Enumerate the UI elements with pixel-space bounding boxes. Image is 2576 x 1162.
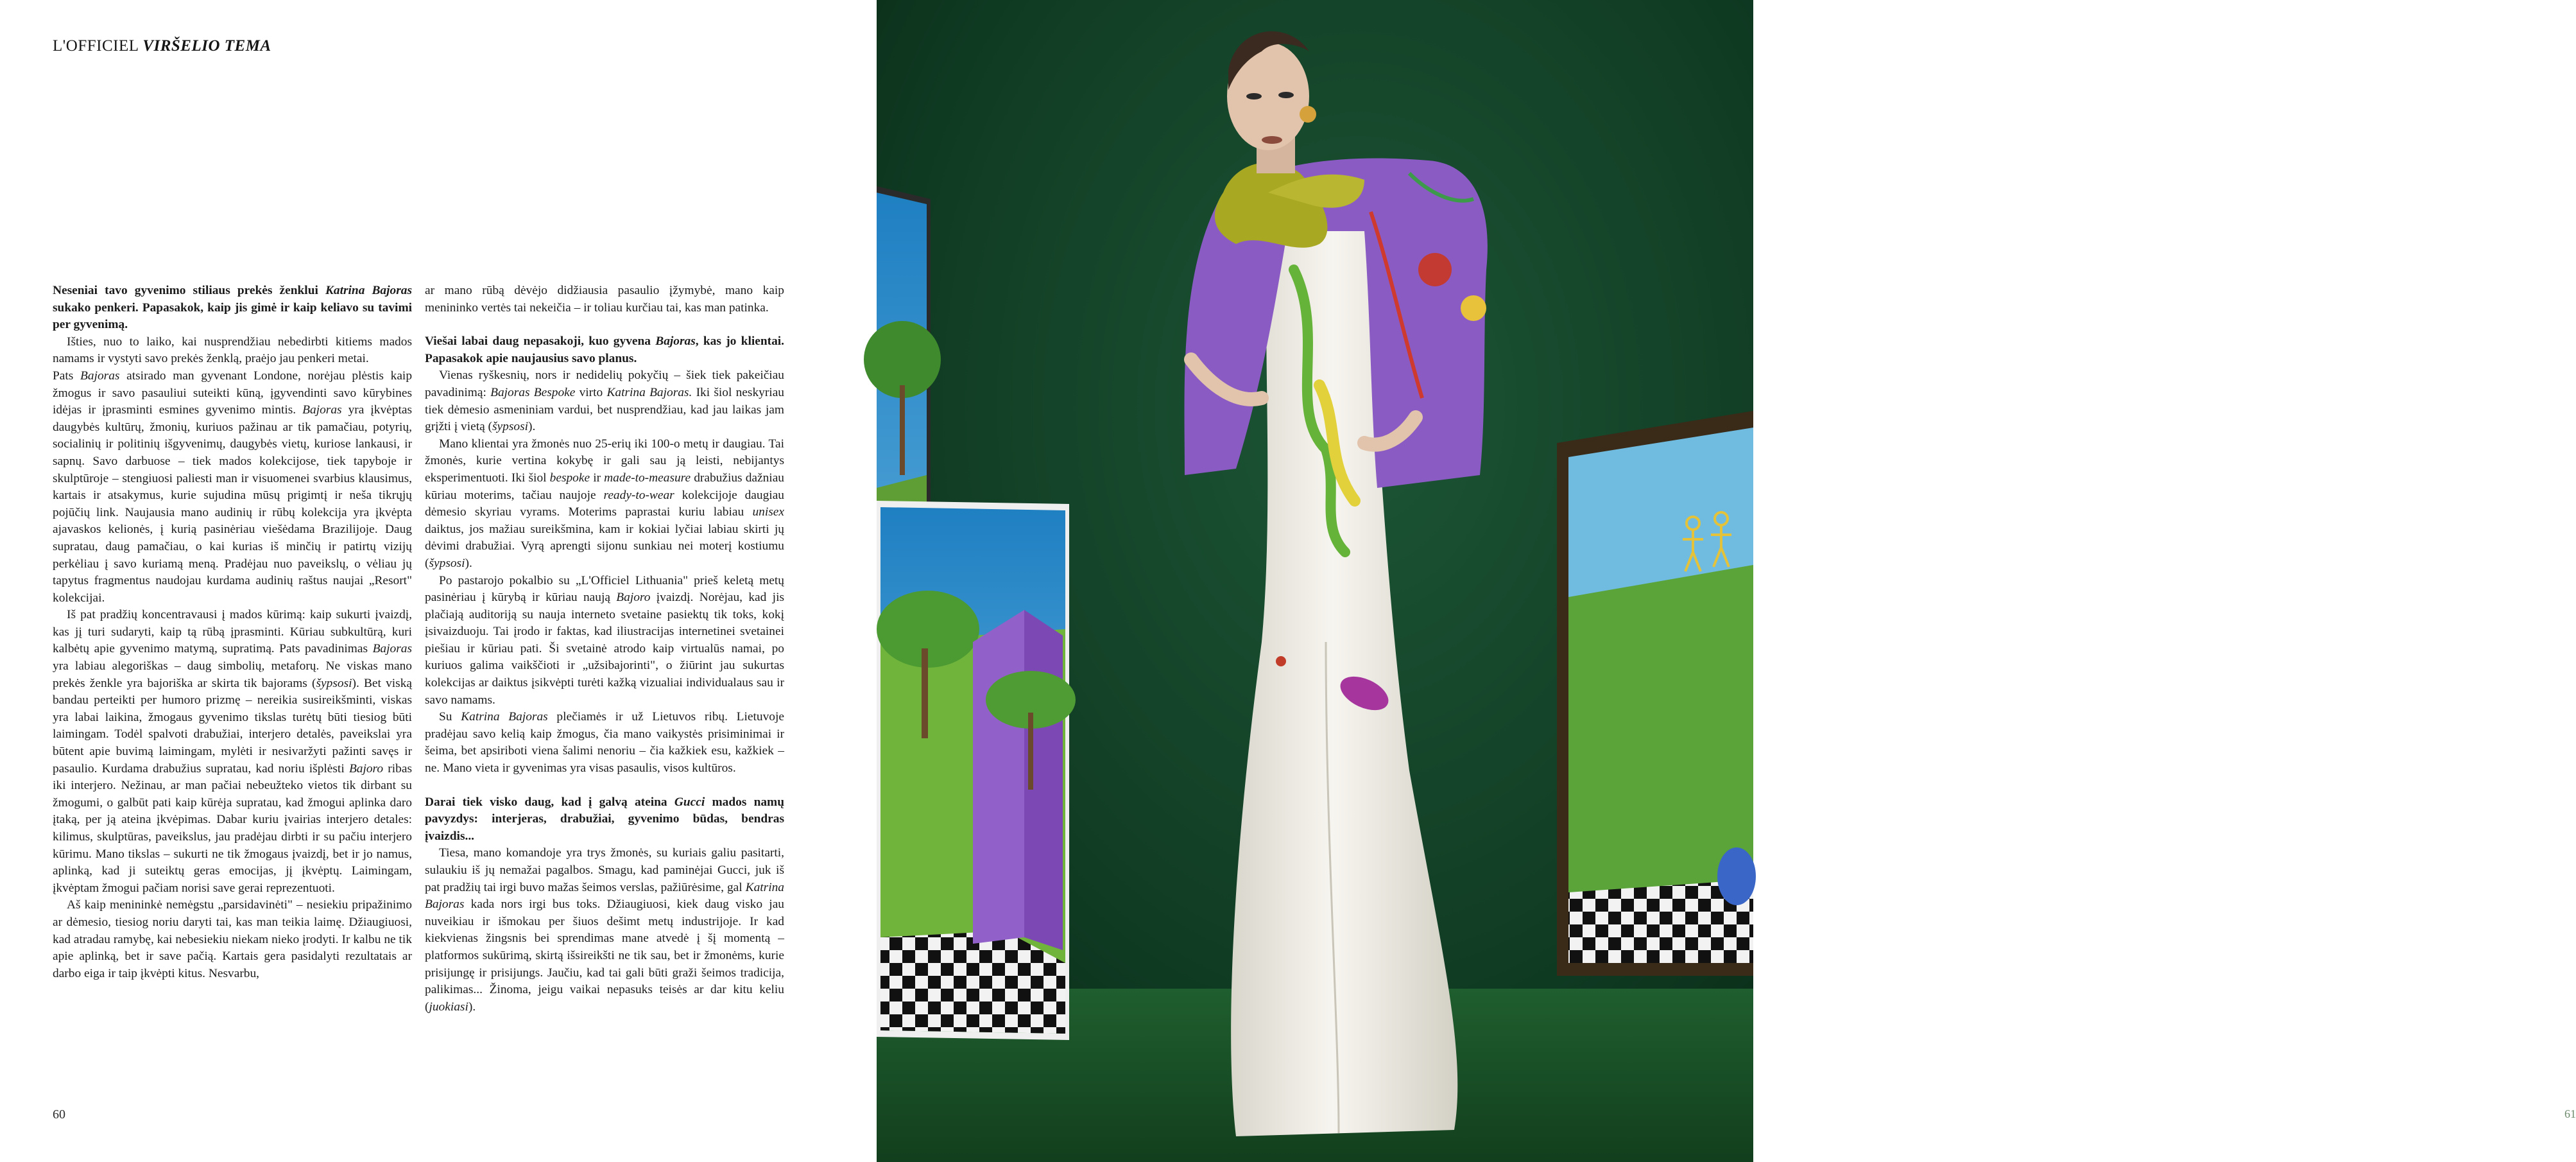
left-page (0, 0, 877, 1162)
answer-paragraph: Iš pat pradžių koncentravausi į mados kūrimą: kaip sukurti įvaizdį, kas jį turi sudaryti, kaip tą rūbą įprasminti. Kūriau subkultūrą, kuri kalbėtų apie gyvenimo matymą, supratimą. Pats pavadinimas Bajoras yra labiau alegoriškas – daug simbolių, metaforų. Ne viskas mano prekės ženkle yra bajoriška ar skirta tik bajorams (šypsosi). Bet viską bandau perteikti per humoro prizmę – nereikia susireikšminti, viskas yra labai laikina, žmogaus gyvenimo tikslas turėtų būti tiesiog būti laimingam. Todėl spalvoti drabužiai, interjero detalės, paveikslai yra būtent apie buvimą laimingam, mylėti ir nesivaržyti pažinti savęs ir pasaulio. Kurdama drabužius supratau, kad noriu išplėsti Bajoro ribas iki interjero. Nežinau, ar man pačiai nebeužteko vietos tik dirbant su žmogumi, o galbūt pati kaip kūrėja supratau, kad žmogui aplinka daro įtaką, per ją ateina įkvėpimas. Dabar kuriu įvairias interjero detales: kilimus, skulptūras, paveikslus, jau pradėjau dirbti ir su pačiu interjero kūrimu. Mano tikslas – sukurti ne tik žmogaus įvaizdį, bet ir jo namus, aplinką, kad ji suteiktų geras emocijas, jį įkvėptų. Laimingam, įkvėptam žmogui pačiam norisi save gerai reprezentuoti. (53, 608, 413, 895)
answer-paragraph: Su Katrina Bajoras plečiamės ir už Lietuvos ribų. Lietuvoje pradėjau savo kelią kaip žmogus, čia mano vaikystės prisiminimai ir šeima, bet apsiriboti viena šalimi nenoriu – čia kažkiek esu, kažkiek – ne. Mano vieta ir gyvenimas yra visas pasaulis, visos kultūros. (425, 710, 784, 776)
page-number-left: 60 (53, 1107, 65, 1122)
answer-paragraph: Tiesa, mano komandoje yra trys žmonės, su kuriais galiu pasitarti, sulaukiu iš jų nemažai pagalbos. Smagu, kad paminėjai Gucci, juk iš pat pradžių tai irgi buvo mažas šeimos verslas, pažiūrėsime, gal Katrina Bajoras kada nors irgi bus toks. Džiaugiuosi, kiek daug visko jau nuveikiau ir išmokau per šiuos dešimt metų industrijoje. Ir kad kiekvienas žingsnis bei sprendimas mane atvedė į šį momentą – platformos sukūrimą, skirtą išsireikšti ne tik sau, bet ir žmonėms, kurie prisijungę ir prisijungs. Jaučiu, kad tai gali būti graži šeimos tradicija, palikimas... Žinoma, jeigu vaikai nepasuks teisės ar dar kitu keliu (juokiasi). (425, 846, 784, 1014)
text-column-1 (53, 282, 412, 982)
painting-right (1557, 411, 1756, 976)
cover-story-photograph (877, 0, 2576, 1162)
answer-paragraph: Aš kaip menininkė nemėgstu „parsidavinėti" – nesiekiu pripažinimo ar dėmesio, tiesiog noriu daryti tai, kas man teikia laimę. Džiaugiuosi, kad atradau ramybę, kai nebesiekiu niekam nieko įrodyti. Ir kalbu ne tik apie aplinką, bet ir save pačią. Kartais gera pasidalyti rezultatais ar darbo eiga ir taip įkvėpti kitus. Nesvarbu, (53, 898, 412, 980)
page-number-right: 61 (2564, 1107, 2576, 1120)
answer-paragraph: ar mano rūbą dėvėjo didžiausia pasaulio įžymybė, mano kaip menininko vertės tai nekeičia – ir toliau kurčiau tai, kas man patinka. (425, 284, 784, 315)
answer-paragraph: Pats Bajoras atsirado man gyvenant Londone, norėjau plėstis kaip žmogus ir savo pasauliui suteikti kūną, įgyvendinti savo kūrybines idėjas ir įprasminti esmines gyvenimo mintis. Bajoras yra įkvėptas daugybės kultūrų, žmonių, kuriuos pažinau ar tik pamačiau, potyrių, socialinių ir politinių išgyvenimų, daugybės vietų, kuriose lankausi, ir sapnų. Savo darbuose – tiek mados kolekcijose, tiek tapyboje ir skulptūroje – stengiuosi paliesti man ir visuomenei svarbius klausimus, kartais ir atsakymus, kurie sujudina mūsų prigimtį ir neša tikrųjų pojūčių link. Naujausia mano audinių ir rūbų kolekcija yra įkvėpta ajavaskos kelionės, į kurią pasinėriau viešėdama Brazilijoje. Daug supratau, daug pamačiau, o kai kurias iš minčių ir patirtų vizijų perkėliau į savo kuriamą meną. Pradėjau nuo paveikslų, o vėliau jų tapytus fragmentus naudojau kurdama audinių raštus naujai „Resort" kolekcijai. (53, 369, 413, 605)
interview-question-1: Neseniai tavo gyvenimo stiliaus prekės ženklui Katrina Bajoras sukako penkeri. Papasakok, kaip jis gimė ir kaip keliavo su tavimi per gyvenimą. (53, 284, 412, 332)
answer-paragraph: Po pastarojo pokalbio su „L'Officiel Lithuania" prieš keletą metų pasinėriau į kūrybą ir kūriau naują Bajoro įvaizdį. Norėjau, kad jis plačiają auditoriją su nauja interneto svetaine pasiektų tik toks, kokį įsivaizduoju. Tai įrodo ir faktas, kad iliustracijas internetinei svetainei piešiau ir kūriau pati. Ši svetainė atrodo kaip virtualūs namai, po kuriuos galima vaikščioti ir „užsibajorinti", o žiūrint jau sukurtas kolekcijas ar daiktus įsikvėpti turėti kažką vizualiai individualaus sau ir savo namams. (425, 573, 784, 707)
answer-paragraph: Vienas ryškesnių, nors ir nedidelių pokyčių – šiek tiek pakeičiau pavadinimą: Bajoras Bespoke virto Katrina Bajoras. Iki šiol neskyriau tiek dėmesio asmeniniam vardui, bet nusprendžiau, kad jau laikas jam grįžti į vietą (šypsosi). (425, 369, 785, 434)
interview-question-2: Viešai labai daug nepasakoji, kuo gyvena Bajoras, kas jo klientai. Papasakok apie naujausius savo planus. (425, 334, 784, 365)
header-section: VIRŠELIO TEMA (142, 37, 271, 55)
header-brand: L'OFFICIEL (53, 37, 139, 55)
answer-paragraph: Išties, nuo to laiko, kai nusprendžiau nebedirbti kitiems mados namams ir vystyti savo prekės ženklą, praėjo jau penkeri metai. (53, 334, 412, 366)
photo-illustration (877, 0, 1753, 1162)
text-column-2 (425, 282, 784, 1016)
answer-paragraph: Mano klientai yra žmonės nuo 25-erių iki 100-o metų ir daugiau. Tai žmonės, kurie vertina kokybę ir gali sau ją leisti, nebijantys eksperimentuoti. Iki šiol bespoke ir made-to-measure drabužius dažniau kūriau moterims, tačiau naujoje ready-to-wear kolekcijoje daugiau dėmesio skyriau vyrams. Moterims paprastai kuriu labiau unisex daiktus, jos mažiau sureikšmina, kam ir kokiai lyčiai labiau skirti jų dėvimi drabužiai. Vyrą aprengti sijonu sunkiau nei moterį kostiumu (šypsosi). (425, 437, 784, 570)
interview-question-3: Darai tiek visko daug, kad į galvą ateina Gucci mados namų pavyzdys: interjeras, drabužiai, gyvenimo būdas, bendras įvaizdis... (425, 795, 784, 843)
painting-middle (877, 501, 1076, 1040)
running-header (53, 37, 271, 55)
